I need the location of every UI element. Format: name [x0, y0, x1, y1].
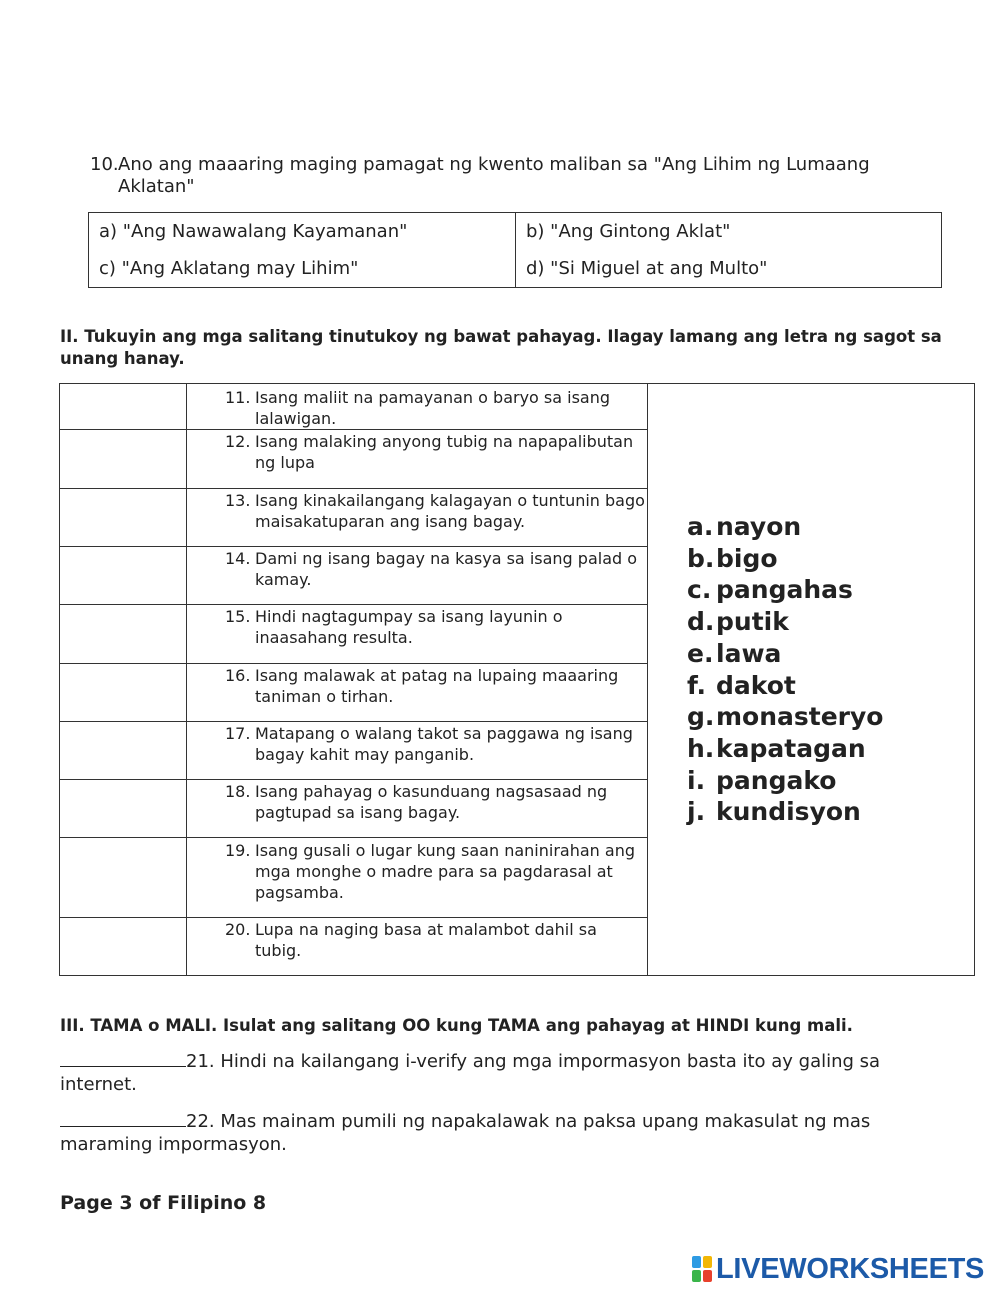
choice-d: d) "Si Miguel at ang Multo"	[516, 250, 942, 288]
table-row	[225, 431, 645, 473]
list-item	[687, 733, 883, 765]
answer-word: dakot	[716, 670, 796, 700]
true-false-item-22	[60, 1110, 930, 1156]
list-item	[687, 765, 883, 797]
section-2-heading: II. Tukuyin ang mga salitang tinutukoy ng bawat pahayag. Ilagay lamang ang letra ng sagot sa unang hanay.	[60, 327, 942, 368]
item-text: Isang kinakailangang kalagayan o tuntunin bago maisakatuparan ang isang bagay.	[255, 491, 645, 531]
choice-c: c) "Ang Aklatang may Lihim"	[89, 250, 516, 288]
item-text: 22. Mas mainam pumili ng napakalawak na paksa upang makasulat ng mas maraming impormasyon.	[60, 1111, 871, 1155]
table-row	[225, 840, 645, 903]
item-text: Dami ng isang bagay na kasya sa isang palad o kamay.	[255, 549, 638, 589]
answer-letter: h.	[687, 733, 715, 763]
list-item	[687, 511, 883, 543]
item-number: 20.	[225, 920, 251, 939]
section-3-heading: III. TAMA o MALI. Isulat ang salitang OO kung TAMA ang pahayag at HINDI kung mali.	[60, 1016, 853, 1035]
answer-letter: i.	[687, 765, 706, 795]
answer-word: pangahas	[716, 575, 853, 605]
answer-word: nayon	[716, 512, 802, 541]
item-text: Isang malawak at patag na lupaing maaaring taniman o tirhan.	[255, 666, 619, 706]
list-item	[687, 701, 883, 733]
logo-text: LIVEWORKSHEETS	[716, 1252, 985, 1285]
answer-word: lawa	[716, 638, 782, 668]
page-footer: Page 3 of Filipino 8	[60, 1192, 267, 1214]
answer-word: putik	[716, 607, 789, 637]
answer-choices	[687, 511, 883, 828]
answer-letter: f.	[687, 670, 707, 700]
item-number: 12.	[225, 432, 251, 451]
item-text: Isang gusali o lugar kung saan naninirahan ang mga monghe o madre para sa pagdarasal at pagsamba.	[255, 841, 635, 902]
table-row	[225, 387, 645, 429]
list-item	[687, 796, 883, 828]
answer-word: pangako	[716, 765, 837, 795]
answer-letter: e.	[687, 638, 714, 668]
item-text: Lupa na naging basa at malambot dahil sa tubig.	[255, 920, 597, 960]
item-number: 17.	[225, 724, 251, 743]
list-item	[687, 606, 883, 638]
item-text: Matapang o walang takot sa paggawa ng isang bagay kahit may panganib.	[255, 724, 633, 764]
item-number: 11.	[225, 388, 251, 407]
answer-word: kapatagan	[716, 733, 866, 763]
question-number: 10.	[90, 154, 119, 175]
item-number: 16.	[225, 666, 251, 685]
table-row	[225, 490, 645, 532]
matching-table	[59, 383, 975, 976]
item-text: Isang maliit na pamayanan o baryo sa isang lalawigan.	[255, 388, 611, 428]
choices-table	[88, 212, 942, 288]
item-number: 13.	[225, 491, 251, 510]
answer-word: monasteryo	[716, 702, 884, 732]
question-10	[90, 154, 950, 198]
answer-letter: c.	[687, 575, 712, 605]
item-number: 19.	[225, 841, 251, 860]
question-text: Ano ang maaaring maging pamagat ng kwento maliban sa "Ang Lihim ng Lumaang Aklatan"	[118, 154, 870, 197]
table-row	[225, 548, 645, 590]
answer-letter: d.	[687, 607, 715, 637]
list-item	[687, 670, 883, 702]
item-number: 15.	[225, 607, 251, 626]
item-text: 21. Hindi na kailangang i-verify ang mga impormasyon basta ito ay galing sa internet.	[60, 1051, 881, 1095]
choice-b: b) "Ang Gintong Aklat"	[516, 213, 942, 251]
answer-blank[interactable]	[60, 1110, 186, 1127]
answer-word: kundisyon	[716, 797, 861, 827]
logo-squares-icon	[692, 1256, 712, 1282]
item-number: 14.	[225, 549, 251, 568]
list-item	[687, 574, 883, 606]
answer-letter: j.	[687, 797, 706, 827]
table-row	[225, 606, 645, 648]
item-text: Hindi nagtagumpay sa isang layunin o inaasahang resulta.	[255, 607, 563, 647]
table-row	[225, 919, 645, 961]
table-row	[225, 781, 645, 823]
table-row	[225, 665, 645, 707]
answer-word: bigo	[716, 543, 778, 573]
answer-letter: a.	[687, 512, 714, 541]
liveworksheets-logo	[692, 1254, 984, 1284]
table-row	[225, 723, 645, 765]
item-text: Isang malaking anyong tubig na napapalibutan ng lupa	[255, 432, 634, 472]
list-item	[687, 543, 883, 575]
item-text: Isang pahayag o kasunduang nagsasaad ng pagtupad sa isang bagay.	[255, 782, 608, 822]
true-false-item-21	[60, 1050, 930, 1096]
choice-a: a) "Ang Nawawalang Kayamanan"	[89, 213, 516, 251]
item-number: 18.	[225, 782, 251, 801]
answer-blank[interactable]	[60, 1050, 186, 1067]
answer-letter: b.	[687, 543, 715, 573]
list-item	[687, 638, 883, 670]
answer-letter: g.	[687, 702, 715, 732]
